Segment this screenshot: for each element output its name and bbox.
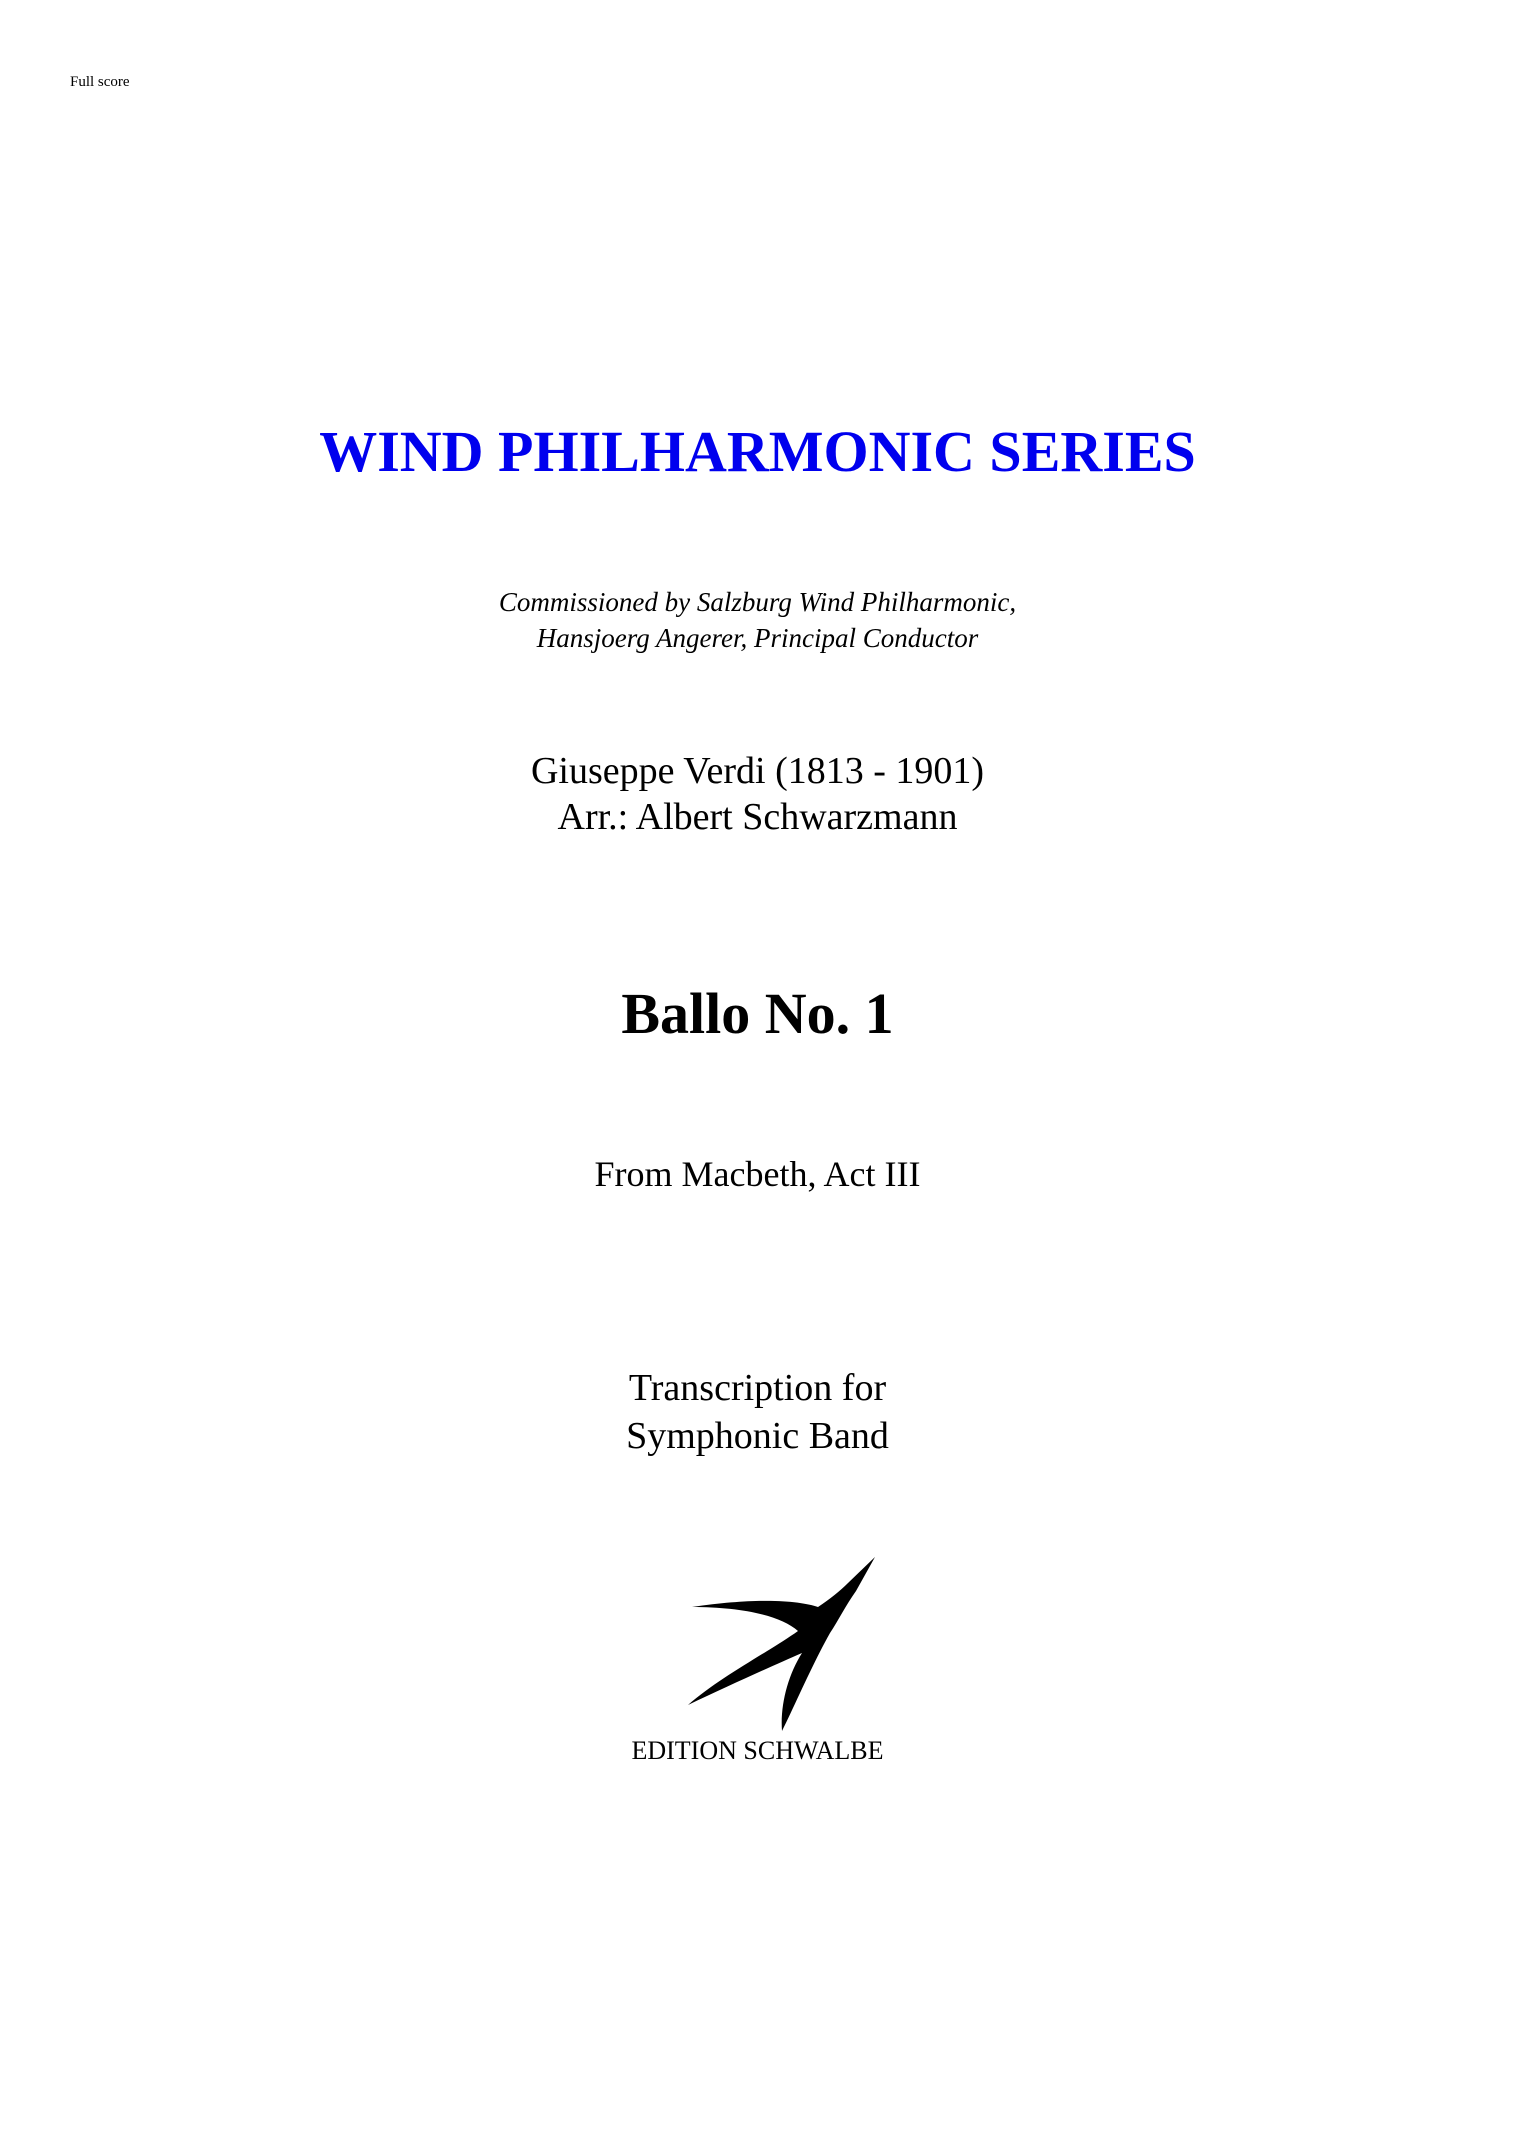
commission-line-2: Hansjoerg Angerer, Principal Conductor [536,623,979,653]
commission-line-1: Commissioned by Salzburg Wind Philharmonic, [498,587,1017,617]
work-title: Ballo No. 1 [621,981,894,1046]
credits [0,748,1515,840]
score-type-label: Full score [70,74,130,90]
work-source: From Macbeth, Act III [594,1154,921,1194]
series-title: WIND PHILHARMONIC SERIES [319,419,1196,484]
composer-name: Giuseppe Verdi (1813 - 1901) [530,750,985,792]
transcription-note [0,1364,1515,1460]
swallow-icon [680,1555,880,1735]
arranger-name: Arr.: Albert Schwarzmann [557,796,958,838]
commission-note [0,584,1515,656]
transcription-line-2: Symphonic Band [626,1415,889,1457]
publisher-name: EDITION SCHWALBE [631,1736,884,1765]
transcription-line-1: Transcription for [628,1367,887,1409]
